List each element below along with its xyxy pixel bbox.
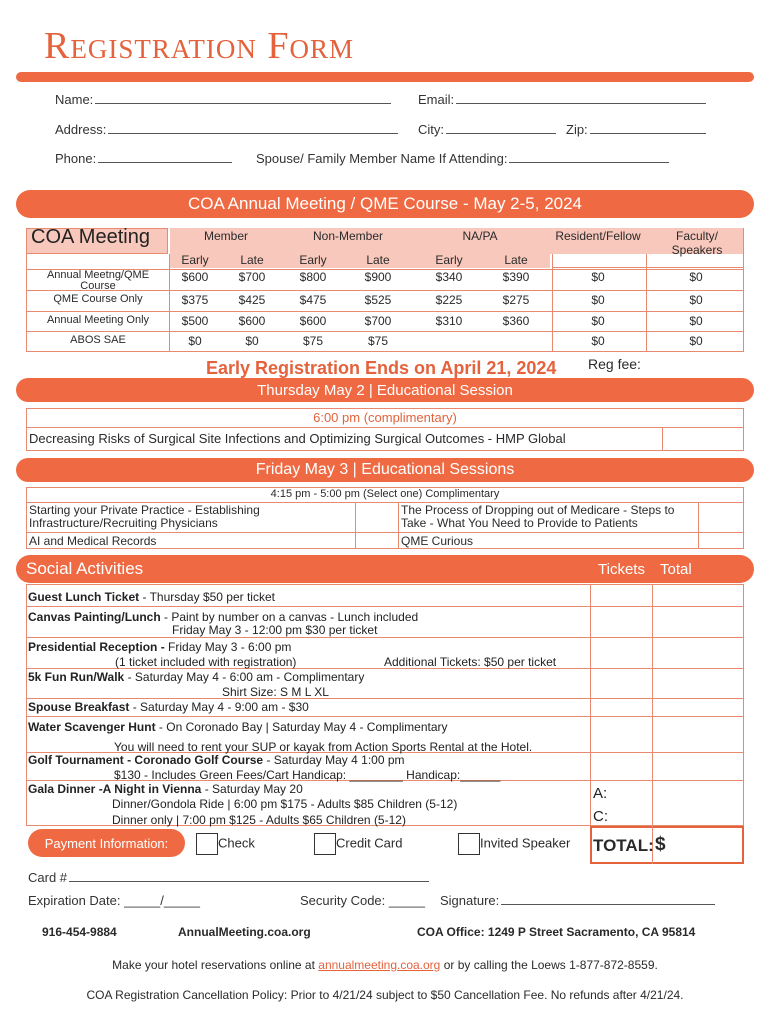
social-banner [16, 555, 754, 583]
credit-card-checkbox[interactable] [314, 833, 336, 855]
row-label-1: Annual Meetng/QME Course [46, 269, 150, 292]
sub-early-2: Early [299, 253, 327, 267]
golf-details[interactable]: $130 - Includes Green Fees/Cart Handicap: ________ Handicap:______ [114, 768, 501, 782]
thursday-session-checkbox[interactable] [663, 428, 743, 450]
fee-cell: $525 [364, 293, 392, 307]
total-header: Total [660, 560, 692, 578]
fee-cell: $360 [502, 314, 530, 328]
footer-phone: 916-454-9884 [42, 925, 117, 939]
water-scavenger-hunt: Water Scavenger Hunt - On Coronado Bay | Saturday May 4 - Complimentary [28, 720, 448, 734]
footer-site: AnnualMeeting.coa.org [178, 925, 311, 939]
friday-session-4[interactable]: QME Curious [401, 534, 474, 548]
thursday-session[interactable]: Decreasing Risks of Surgical Site Infections and Optimizing Surgical Outcomes - HMP Global [29, 431, 566, 446]
fee-cell: $0 [188, 334, 202, 348]
guest-lunch: Guest Lunch Ticket - Thursday $50 per ticket [28, 590, 275, 604]
zip-field[interactable] [566, 122, 706, 137]
expiration-field[interactable]: Expiration Date: _____/_____ [28, 893, 201, 908]
grid-line [26, 532, 744, 533]
sub-late-1: Late [240, 253, 264, 267]
fun-run: 5k Fun Run/Walk - Saturday May 4 - 6:00 am - Complimentary [28, 670, 365, 684]
group-resident: Resident/Fellow [555, 229, 641, 243]
group-nonmember: Non-Member [312, 229, 384, 243]
fee-cell: $390 [502, 270, 530, 284]
city-label: City: [418, 122, 444, 137]
friday-time: 4:15 pm - 5:00 pm (Select one) Complimentary [270, 488, 500, 500]
reg-fee-label: Reg fee: [588, 356, 641, 372]
fee-cell: $700 [364, 314, 392, 328]
fee-cell: $500 [181, 314, 209, 328]
grid-line [652, 584, 653, 826]
hotel-reservation-note: Make your hotel reservations online at annualmeeting.coa.org or by calling the Loews 1-877-872-8559. [112, 958, 658, 972]
friday-session-2[interactable]: The Process of Dropping out of Medicare - Steps to Take - What You Need to Provide to Patients [401, 503, 675, 530]
hotel-link[interactable]: annualmeeting.coa.org [318, 958, 441, 972]
grid-line [26, 351, 744, 352]
address-field[interactable] [55, 122, 398, 137]
total-label: TOTAL: [593, 836, 654, 855]
fee-cell: $275 [502, 293, 530, 307]
spouse-label: Spouse/ Family Member Name If Attending: [256, 151, 508, 166]
credit-card-option[interactable] [314, 833, 402, 855]
friday-session-3[interactable]: AI and Medical Records [29, 534, 157, 548]
social-banner-text: Social Activities [26, 559, 144, 578]
fee-cell: $340 [435, 270, 463, 284]
fee-cell: $0 [591, 293, 605, 307]
grid-line [398, 502, 399, 549]
spouse-breakfast: Spouse Breakfast - Saturday May 4 - 9:00 am - $30 [28, 700, 309, 714]
fee-cell: $0 [689, 334, 703, 348]
check-option[interactable] [196, 833, 255, 855]
sub-late-2: Late [366, 253, 390, 267]
name-field[interactable] [55, 92, 391, 107]
invited-speaker-option[interactable] [458, 833, 570, 855]
card-number-field[interactable] [28, 870, 429, 885]
payment-info-pill [28, 829, 185, 857]
form-title: Registration Form [44, 25, 354, 67]
friday-session-1[interactable]: Starting your Private Practice - Establishing Infrastructure/Recruiting Physicians [29, 503, 260, 530]
grid-line [26, 427, 744, 428]
group-member: Member [203, 229, 248, 243]
fee-cell: $475 [299, 293, 327, 307]
grid-line [169, 254, 170, 351]
payment-info-label: Payment Information: [44, 835, 169, 851]
adults-count-label: A: [593, 785, 608, 802]
city-field[interactable] [418, 122, 556, 137]
group-faculty: Faculty/ Speakers [671, 229, 723, 257]
card-number-label: Card # [28, 870, 68, 885]
grid-line [26, 716, 744, 717]
gala-dinner: Gala Dinner -A Night in Vienna - Saturday May 20 [28, 782, 303, 796]
fee-cell: $800 [299, 270, 327, 284]
thursday-banner [16, 378, 754, 402]
grid-line [26, 254, 27, 351]
golf-tournament: Golf Tournament - Coronado Golf Course - Saturday May 4 1:00 pm [28, 753, 405, 767]
meeting-banner [16, 190, 754, 218]
total-currency: $ [655, 834, 666, 855]
credit-card-label: Credit Card [336, 835, 403, 851]
check-checkbox[interactable] [196, 833, 218, 855]
thursday-banner-text: Thursday May 2 | Educational Session [257, 381, 513, 399]
friday-banner [16, 458, 754, 482]
fee-cell: $0 [591, 334, 605, 348]
presidential-note: (1 ticket included with registration) [115, 655, 297, 669]
tickets-header: Tickets [598, 560, 645, 578]
email-field[interactable] [418, 92, 706, 107]
presidential-additional: Additional Tickets: $50 per ticket [384, 655, 557, 669]
signature-field[interactable] [440, 893, 715, 908]
grid-line [590, 584, 591, 826]
sub-early-3: Early [435, 253, 463, 267]
presidential-reception: Presidential Reception - Friday May 3 - 6:00 pm [28, 640, 292, 654]
grid-line [646, 254, 647, 351]
fee-cell: $75 [302, 334, 324, 348]
fee-cell: $600 [181, 270, 209, 284]
meeting-banner-text: COA Annual Meeting / QME Course - May 2-5, 2024 [187, 194, 583, 213]
children-count-label: C: [593, 808, 608, 825]
fee-cell: $0 [591, 314, 605, 328]
fee-cell: $0 [689, 293, 703, 307]
group-napa: NA/PA [462, 229, 498, 243]
fee-cell: $425 [238, 293, 266, 307]
row-label-2: QME Course Only [53, 293, 143, 305]
grid-line [26, 606, 744, 607]
phone-field[interactable] [55, 151, 232, 166]
grid-line [743, 228, 744, 351]
gala-dinner-only: Dinner only | 7:00 pm $125 - Adults $65 Children (5-12) [112, 813, 406, 827]
grid-line [26, 698, 744, 699]
fee-cell: $225 [435, 293, 463, 307]
spouse-field[interactable] [256, 151, 669, 166]
fee-cell: $900 [364, 270, 392, 284]
fee-cell: $600 [238, 314, 266, 328]
title-rule [16, 72, 754, 82]
grid-line [698, 502, 699, 549]
row-label-4: ABOS SAE [70, 334, 126, 346]
security-code-field[interactable]: Security Code: _____ [300, 893, 426, 908]
fee-cell: $75 [367, 334, 389, 348]
email-label: Email: [418, 92, 455, 107]
sub-late-3: Late [504, 253, 528, 267]
coa-meeting-label: COA Meeting [31, 226, 150, 248]
name-label: Name: [55, 92, 94, 107]
sub-early-1: Early [181, 253, 209, 267]
canvas-painting: Canvas Painting/Lunch - Paint by number on a canvas - Lunch included [28, 610, 419, 624]
address-label: Address: [55, 122, 107, 137]
fee-cell: $0 [591, 270, 605, 284]
fee-cell: $375 [181, 293, 209, 307]
water-scavenger-note: You will need to rent your SUP or kayak from Action Sports Rental at the Hotel. [114, 740, 533, 754]
fee-cell: $600 [299, 314, 327, 328]
fee-cell: $0 [689, 270, 703, 284]
invited-speaker-checkbox[interactable] [458, 833, 480, 855]
friday-banner-text: Friday May 3 | Educational Sessions [255, 461, 515, 478]
grid-line [26, 331, 744, 332]
footer-office: COA Office: 1249 P Street Sacramento, CA 95814 [417, 925, 696, 939]
fee-cell: $310 [435, 314, 463, 328]
canvas-painting-time: Friday May 3 - 12:00 pm $30 per ticket [172, 623, 378, 637]
thursday-time: 6:00 pm (complimentary) [313, 410, 457, 425]
check-label: Check [218, 835, 255, 851]
cancellation-policy: COA Registration Cancellation Policy: Prior to 4/21/24 subject to $50 Cancellation Fee. No refunds after 4/21/24. [86, 988, 684, 1002]
row-label-3: Annual Meeting Only [46, 314, 150, 326]
grid-line [552, 254, 553, 351]
fee-cell: $0 [245, 334, 259, 348]
grid-line [26, 637, 744, 638]
invited-speaker-label: Invited Speaker [480, 835, 571, 851]
grid-line [26, 311, 744, 312]
grid-line [355, 502, 356, 549]
phone-label: Phone: [55, 151, 97, 166]
signature-label: Signature: [440, 893, 500, 908]
shirt-size[interactable]: Shirt Size: S M L XL [222, 685, 329, 699]
fee-cell: $0 [689, 314, 703, 328]
zip-label: Zip: [566, 122, 588, 137]
early-registration-note: Early Registration Ends on April 21, 2024 [206, 358, 557, 378]
fee-cell: $700 [238, 270, 266, 284]
gala-gondola: Dinner/Gondola Ride | 6:00 pm $175 - Adults $85 Children (5-12) [112, 797, 458, 811]
